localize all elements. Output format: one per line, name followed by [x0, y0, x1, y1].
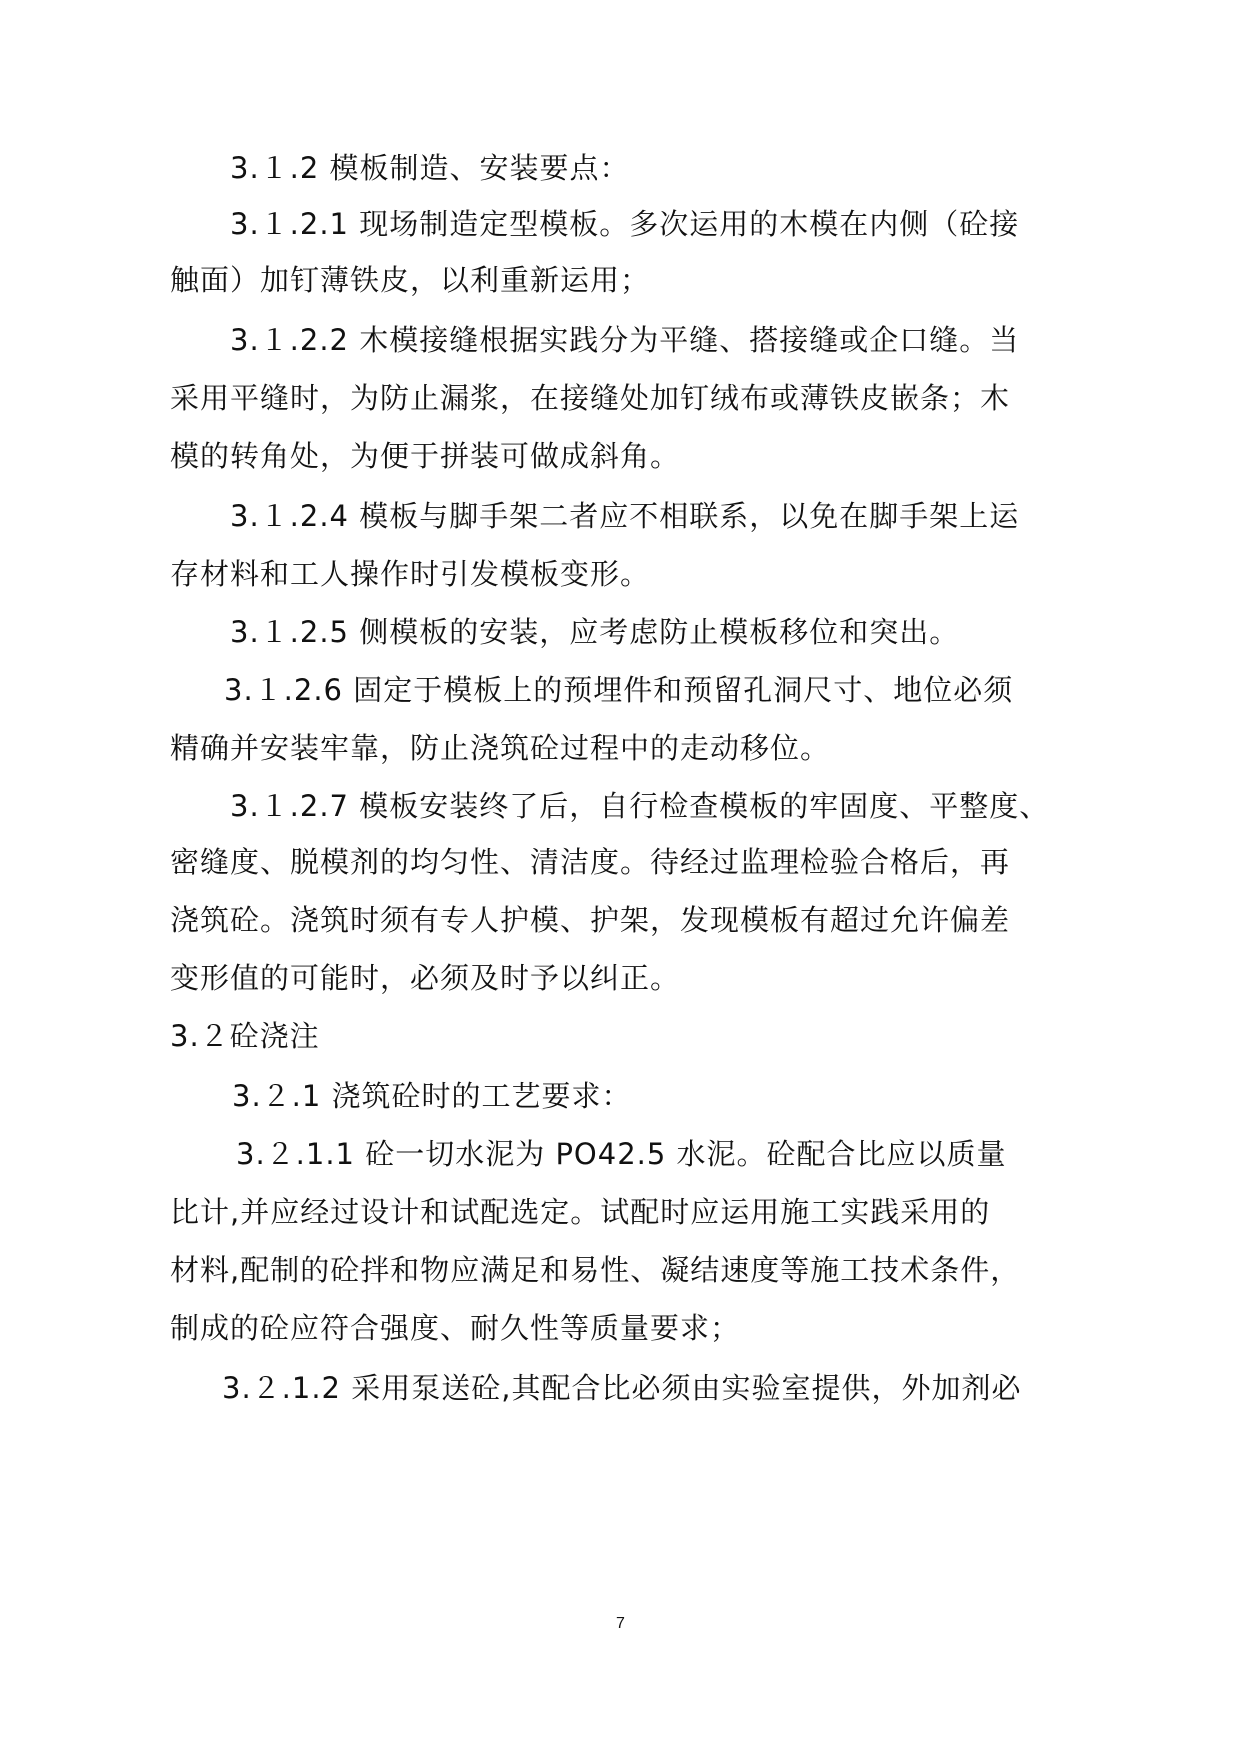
text-line: 触面）加钉薄铁皮，以利重新运用； [170, 263, 651, 297]
text-line: 3.１.2 模板制造、安装要点： [230, 151, 630, 185]
text-line: 3.１.2.5 侧模板的安装，应考虑防止模板移位和突出。 [230, 615, 960, 649]
text-line: 3.２.1 浇筑砼时的工艺要求： [232, 1079, 632, 1113]
text-line: 比计,并应经过设计和试配选定。试配时应运用施工实践采用的 [170, 1195, 991, 1229]
text-line: 3.１.2.7 模板安装终了后，自行检查模板的牢固度、平整度、 [230, 789, 1050, 823]
text-line: 精确并安装牢靠，防止浇筑砼过程中的走动移位。 [170, 731, 831, 765]
text-line: 制成的砼应符合强度、耐久性等质量要求； [170, 1311, 741, 1345]
text-line: 采用平缝时，为防止漏浆，在接缝处加钉绒布或薄铁皮嵌条；木 [170, 381, 1011, 415]
text-line: 3.１.2.2 木模接缝根据实践分为平缝、搭接缝或企口缝。当 [230, 323, 1020, 357]
text-line: 密缝度、脱模剂的均匀性、清洁度。待经过监理检验合格后，再 [170, 845, 1011, 879]
text-line: 3.２.1.1 砼一切水泥为 PO42.5 水泥。砼配合比应以质量 [236, 1137, 1007, 1171]
section-heading: 3.２砼浇注 [170, 1019, 320, 1053]
text-line: 3.１.2.1 现场制造定型模板。多次运用的木模在内侧（砼接 [230, 207, 1020, 241]
text-line: 存材料和工人操作时引发模板变形。 [170, 557, 651, 591]
text-line: 3.１.2.4 模板与脚手架二者应不相联系，以免在脚手架上运 [230, 499, 1020, 533]
text-line: 3.１.2.6 固定于模板上的预埋件和预留孔洞尺寸、地位必须 [224, 673, 1014, 707]
text-line: 变形值的可能时，必须及时予以纠正。 [170, 961, 681, 995]
text-line: 3.２.1.2 采用泵送砼,其配合比必须由实验室提供，外加剂必 [222, 1371, 1022, 1405]
text-line: 模的转角处，为便于拼装可做成斜角。 [170, 439, 681, 473]
page-number: 7 [616, 1615, 625, 1632]
text-line: 材料,配制的砼拌和物应满足和易性、凝结速度等施工技术条件， [170, 1253, 1021, 1287]
text-line: 浇筑砼。浇筑时须有专人护模、护架，发现模板有超过允许偏差 [170, 903, 1011, 937]
